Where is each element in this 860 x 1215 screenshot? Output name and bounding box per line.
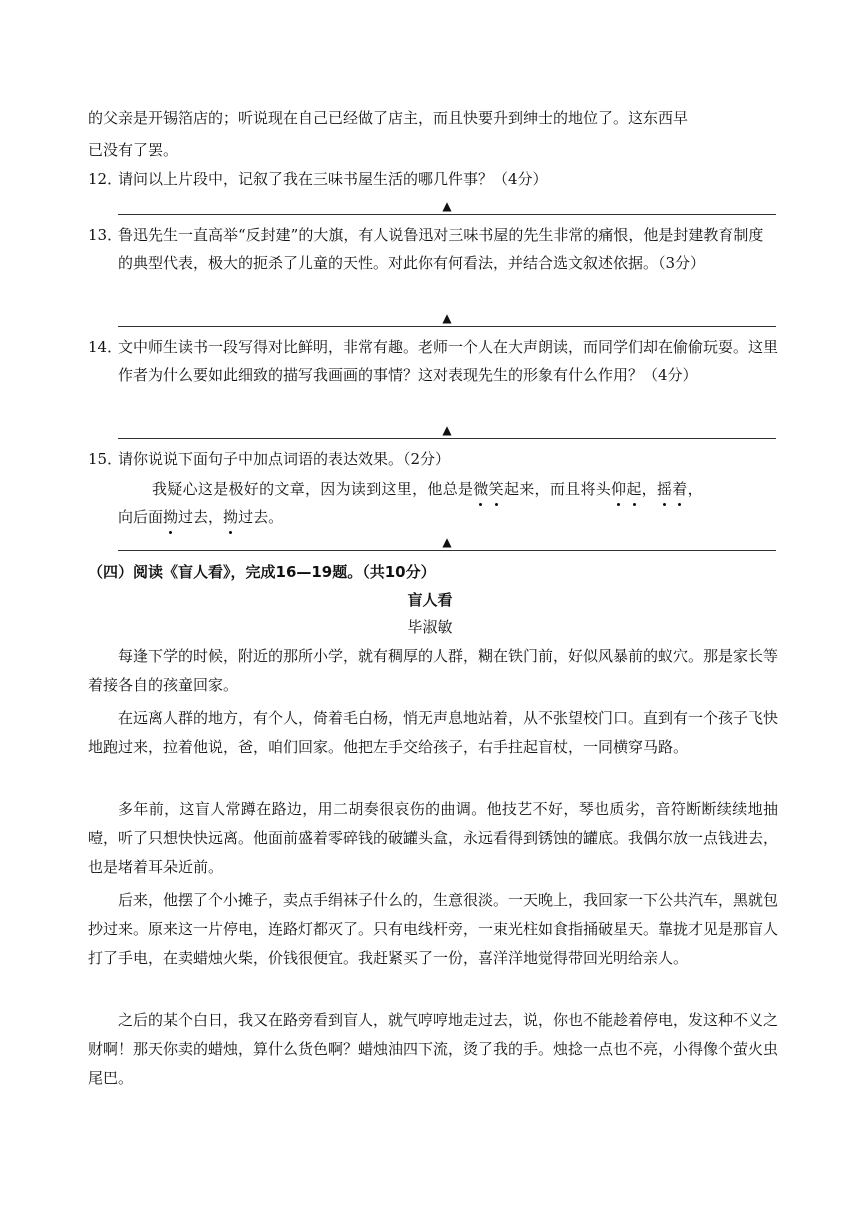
emphasis-word: 微 (473, 475, 488, 503)
emphasis-word: 着 (672, 475, 687, 503)
prior-text-line-1: 的父亲是开锡箔店的；听说现在自己已经做了店主，而且快要升到绅士的地位了。这东西早 (88, 109, 689, 127)
answer-line-14[interactable] (118, 425, 776, 439)
question-text: 文中师生读书一段写得对比鲜明，非常有趣。老师一个人在大声朗读，而同学们却在偷偷玩耍。这里作者为什么要如此细致的描写我画画的事情？这对表现先生的形象有什么作用？（4分） (118, 338, 779, 384)
section-heading: （四）阅读《盲人看》，完成16—19题。（共10分） (88, 563, 436, 581)
question-number: 12． (88, 170, 123, 188)
quoted-sentence-line-2 (118, 503, 808, 531)
quote-segment: 我疑心这是极好的文章，因为读到这里，他总是 (152, 480, 474, 498)
question-number: 14． (88, 338, 123, 356)
article-title: 盲人看 (407, 591, 453, 609)
question-text: 请你说说下面句子中加点词语的表达效果。（2分） (118, 450, 451, 468)
question-number: 13． (88, 226, 123, 244)
question-15 (88, 445, 778, 473)
quote-segment: 过去， (178, 508, 224, 526)
prior-text-line-2: 已没有了罢。 (88, 141, 179, 159)
question-text: 鲁迅先生一直高举“反封建”的大旗，有人说鲁迅对三味书屋的先生非常的痛恨，他是封建教育制度的典型代表，极大的扼杀了儿童的天性。对此你有何看法，并结合选文叙述依据。（3分） (118, 226, 764, 272)
question-number: 15． (88, 450, 123, 468)
article-author: 毕淑敏 (407, 618, 453, 636)
answer-rule (118, 550, 776, 551)
article-paragraph-5: 之后的某个白日，我又在路旁看到盲人，就气哼哼地走过去，说，你也不能趁着停电，发这种不义之财啊！那天你卖的蜡烛，算什么货色啊？蜡烛油四下流，烫了我的手。烛捻一点也不亮，小得像个萤火虫尾巴。 (88, 1011, 779, 1087)
question-12 (88, 165, 778, 193)
quote-segment: 过去。 (238, 508, 284, 526)
quote-segment: ， (687, 480, 703, 498)
quote-segment: 起来，而且将头 (503, 480, 612, 498)
question-13 (88, 221, 778, 277)
emphasis-word: 拗 (223, 503, 238, 531)
quote-segment: 向后面 (118, 508, 164, 526)
quote-segment: ， (641, 480, 657, 498)
article-paragraph-1: 每逢下学的时候，附近的那所小学，就有稠厚的人群，糊在铁门前，好似风暴前的蚁穴。那是家长等着接各自的孩童回家。 (88, 647, 779, 694)
answer-rule (118, 214, 776, 215)
emphasis-word: 拗 (163, 503, 178, 531)
article-paragraph-2: 在远离人群的地方，有个人，倚着毛白杨，悄无声息地站着，从不张望校门口。直到有一个孩子飞快地跑过来，拉着他说，爸，咱们回家。他把左手交给孩子，右手拄起盲杖，一同横穿马路。 (88, 709, 779, 756)
answer-rule (118, 326, 776, 327)
emphasis-word: 起 (626, 475, 641, 503)
answer-rule (118, 438, 776, 439)
quoted-sentence-line-1 (152, 475, 778, 503)
answer-line-15[interactable] (118, 537, 776, 551)
question-text: 请问以上片段中，记叙了我在三味书屋生活的哪几件事？（4分） (118, 170, 548, 188)
article-paragraph-3: 多年前，这盲人常蹲在路边，用二胡奏很哀伤的曲调。他技艺不好，琴也质劣，音符断断续续地抽噎，听了只想快快远离。他面前盛着零碎钱的破罐头盒，永远看得到锈蚀的罐底。我偶尔放一点钱进去，也是堵着耳朵近前。 (88, 800, 779, 876)
answer-line-13[interactable] (118, 313, 776, 327)
emphasis-word: 摇 (657, 475, 672, 503)
article-paragraph-4: 后来，他摆了个小摊子，卖点手绢袜子什么的，生意很淡。一天晚上，我回家一下公共汽车，黑就包抄过来。原来这一片停电，连路灯都灭了。只有电线杆旁，一束光柱如食指捅破星天。靠拢才见是那盲人打了手电，在卖蜡烛火柴，价钱很便宜。我赶紧买了一份，喜洋洋地觉得带回光明给亲人。 (88, 891, 779, 967)
triangle-marker-icon: ▲ (442, 535, 452, 549)
answer-line-12[interactable] (118, 201, 776, 215)
triangle-marker-icon: ▲ (442, 311, 452, 325)
question-14 (88, 333, 778, 389)
triangle-marker-icon: ▲ (442, 423, 452, 437)
emphasis-word: 笑 (489, 475, 504, 503)
triangle-marker-icon: ▲ (442, 199, 452, 213)
emphasis-word: 仰 (611, 475, 626, 503)
